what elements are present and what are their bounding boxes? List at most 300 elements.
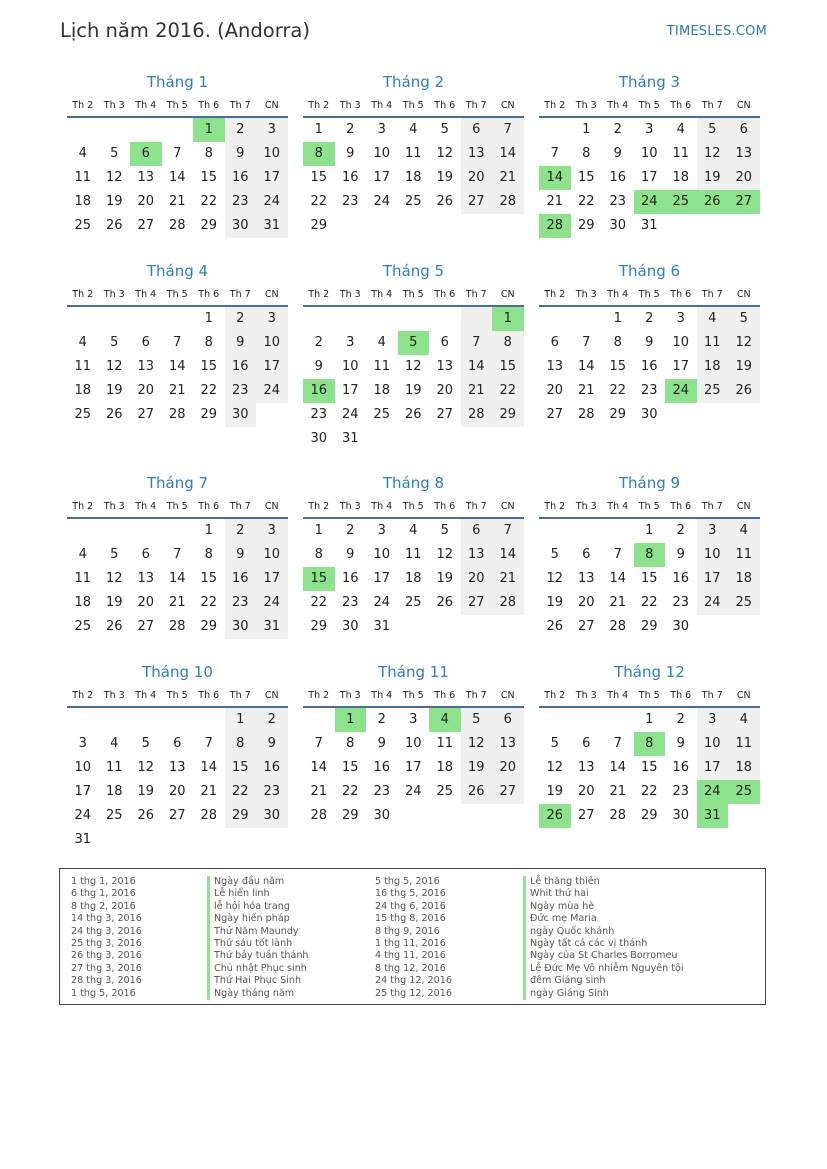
day-cell: 6 bbox=[461, 519, 493, 543]
day-cell: 22 bbox=[577, 194, 595, 209]
day-cell: 20 bbox=[728, 166, 760, 190]
day-cell: 8 bbox=[225, 732, 257, 756]
legend-date: 25 thg 3, 2016 bbox=[71, 937, 142, 949]
day-cell: 14 bbox=[609, 571, 627, 586]
day-cell: 14 bbox=[168, 359, 186, 374]
day-cell: 26 bbox=[436, 595, 454, 610]
day-cell: 9 bbox=[314, 359, 323, 374]
weekday-label: Th 2 bbox=[72, 100, 94, 111]
day-cell: 7 bbox=[492, 118, 524, 142]
day-cell: 7 bbox=[613, 547, 622, 562]
day-cell: 26 bbox=[461, 780, 493, 804]
day-cell: 1 bbox=[204, 311, 213, 326]
day-cell: 24 bbox=[341, 407, 359, 422]
empty-day-cell bbox=[67, 307, 99, 331]
weekday-header bbox=[67, 286, 288, 307]
day-cell: 2 bbox=[676, 712, 685, 727]
day-cell: 17 bbox=[697, 756, 729, 780]
legend-date: 8 thg 12, 2016 bbox=[375, 962, 446, 974]
day-cell: 12 bbox=[728, 331, 760, 355]
day-cell: 29 bbox=[609, 407, 627, 422]
weekday-label: Th 4 bbox=[135, 289, 157, 300]
day-cell: 28 bbox=[200, 808, 218, 823]
weekday-label: Th 3 bbox=[339, 690, 361, 701]
day-grid bbox=[539, 519, 760, 639]
weekday-label: CN bbox=[736, 690, 751, 701]
empty-day-cell bbox=[130, 708, 162, 732]
legend-holiday-name: Thứ bảy tuần thánh bbox=[207, 950, 309, 962]
day-cell: 3 bbox=[256, 307, 288, 331]
day-cell: 18 bbox=[404, 170, 422, 185]
weekday-label: Th 7 bbox=[229, 501, 251, 512]
day-cell: 24 bbox=[373, 595, 391, 610]
day-cell: 13 bbox=[492, 732, 524, 756]
day-cell: 28 bbox=[168, 619, 186, 634]
holiday-day-cell: 24 bbox=[634, 190, 666, 214]
month-title: Tháng 7 bbox=[146, 474, 209, 492]
day-cell: 26 bbox=[105, 218, 123, 233]
weekday-label: Th 2 bbox=[72, 501, 94, 512]
day-cell: 5 bbox=[550, 547, 559, 562]
day-cell: 12 bbox=[436, 547, 454, 562]
holiday-day-cell: 26 bbox=[697, 190, 729, 214]
month-title: Tháng 2 bbox=[382, 73, 445, 91]
day-cell: 14 bbox=[200, 760, 218, 775]
day-cell: 28 bbox=[492, 190, 524, 214]
weekday-label: Th 6 bbox=[670, 501, 692, 512]
day-cell: 27 bbox=[546, 407, 564, 422]
day-cell: 24 bbox=[256, 379, 288, 403]
day-cell: 4 bbox=[676, 122, 685, 137]
day-cell: 26 bbox=[728, 379, 760, 403]
day-cell: 18 bbox=[697, 355, 729, 379]
legend-date: 26 thg 3, 2016 bbox=[71, 950, 142, 962]
day-grid bbox=[303, 118, 524, 238]
weekday-label: Th 4 bbox=[371, 501, 393, 512]
day-cell: 31 bbox=[341, 431, 359, 446]
day-cell: 29 bbox=[310, 218, 328, 233]
day-cell: 25 bbox=[697, 379, 729, 403]
day-cell: 29 bbox=[640, 619, 658, 634]
day-cell: 8 bbox=[346, 736, 355, 751]
legend-date: 1 thg 5, 2016 bbox=[71, 987, 136, 999]
weekday-label: Th 4 bbox=[135, 690, 157, 701]
day-cell: 6 bbox=[141, 335, 150, 350]
legend-holiday-name: Whit thứ hai bbox=[523, 888, 684, 900]
weekday-label: Th 2 bbox=[308, 690, 330, 701]
legend-holiday-name: Lễ Đức Mẹ Vô nhiễm Nguyên tội bbox=[523, 963, 684, 975]
day-cell: 6 bbox=[492, 708, 524, 732]
day-cell: 21 bbox=[546, 194, 564, 209]
weekday-label: Th 6 bbox=[670, 690, 692, 701]
legend-dates-col-1 bbox=[71, 876, 142, 1000]
day-cell: 16 bbox=[225, 355, 257, 379]
day-cell: 11 bbox=[697, 331, 729, 355]
day-cell: 10 bbox=[373, 547, 391, 562]
weekday-label: Th 6 bbox=[434, 100, 456, 111]
weekday-label: Th 7 bbox=[701, 690, 723, 701]
weekday-label: Th 6 bbox=[198, 690, 220, 701]
day-cell: 14 bbox=[168, 170, 186, 185]
weekday-label: Th 3 bbox=[339, 501, 361, 512]
day-cell: 26 bbox=[105, 407, 123, 422]
weekday-label: Th 4 bbox=[607, 690, 629, 701]
day-cell: 20 bbox=[436, 383, 454, 398]
day-cell: 3 bbox=[676, 311, 685, 326]
weekday-header bbox=[67, 498, 288, 519]
holiday-day-cell: 28 bbox=[539, 214, 571, 238]
weekday-label: Th 4 bbox=[371, 690, 393, 701]
day-cell: 24 bbox=[697, 591, 729, 615]
day-cell: 22 bbox=[200, 194, 218, 209]
day-cell: 23 bbox=[225, 591, 257, 615]
day-cell: 31 bbox=[373, 619, 391, 634]
day-cell: 1 bbox=[645, 712, 654, 727]
day-cell: 13 bbox=[728, 142, 760, 166]
day-cell: 10 bbox=[404, 736, 422, 751]
day-cell: 20 bbox=[577, 784, 595, 799]
day-cell: 3 bbox=[697, 519, 729, 543]
day-cell: 17 bbox=[672, 359, 690, 374]
holiday-day-cell: 5 bbox=[398, 331, 430, 355]
day-cell: 28 bbox=[492, 591, 524, 615]
month-calendar bbox=[303, 663, 524, 828]
day-cell: 16 bbox=[672, 571, 690, 586]
day-cell: 9 bbox=[225, 331, 257, 355]
day-cell: 28 bbox=[461, 403, 493, 427]
day-cell: 15 bbox=[609, 359, 627, 374]
day-cell: 17 bbox=[256, 166, 288, 190]
weekday-label: CN bbox=[264, 289, 279, 300]
legend-holiday-name: Ngày của St Charles Borromeu bbox=[523, 950, 684, 962]
day-cell: 5 bbox=[550, 736, 559, 751]
day-cell: 7 bbox=[550, 146, 559, 161]
month-title: Tháng 6 bbox=[618, 262, 681, 280]
holiday-day-cell: 27 bbox=[728, 190, 760, 214]
day-cell: 28 bbox=[609, 619, 627, 634]
day-cell: 1 bbox=[225, 708, 257, 732]
day-cell: 11 bbox=[74, 170, 92, 185]
weekday-header bbox=[539, 97, 760, 118]
empty-day-cell bbox=[99, 708, 131, 732]
day-cell: 5 bbox=[461, 708, 493, 732]
day-grid bbox=[539, 708, 760, 828]
legend-date: 27 thg 3, 2016 bbox=[71, 962, 142, 974]
legend-date: 16 thg 5, 2016 bbox=[375, 888, 446, 900]
day-cell: 30 bbox=[256, 804, 288, 828]
month-title: Tháng 5 bbox=[382, 262, 445, 280]
legend-holiday-name: Thứ Hai Phục Sinh bbox=[207, 975, 309, 987]
day-cell: 9 bbox=[256, 732, 288, 756]
weekday-label: Th 2 bbox=[72, 289, 94, 300]
brand-link[interactable]: TIMESLES.COM bbox=[666, 24, 767, 39]
day-grid bbox=[67, 118, 288, 238]
day-cell: 12 bbox=[546, 571, 564, 586]
day-cell: 26 bbox=[137, 808, 155, 823]
day-cell: 4 bbox=[78, 335, 87, 350]
empty-day-cell bbox=[366, 307, 398, 331]
weekday-label: Th 4 bbox=[371, 100, 393, 111]
legend-date: 28 thg 3, 2016 bbox=[71, 975, 142, 987]
day-cell: 7 bbox=[204, 736, 213, 751]
day-cell: 11 bbox=[728, 732, 760, 756]
legend-holiday-name: Thứ sáu tốt lành bbox=[207, 938, 309, 950]
day-cell: 16 bbox=[341, 170, 359, 185]
day-cell: 20 bbox=[168, 784, 186, 799]
day-cell: 12 bbox=[697, 142, 729, 166]
weekday-label: Th 4 bbox=[135, 100, 157, 111]
day-cell: 22 bbox=[225, 780, 257, 804]
day-cell: 3 bbox=[346, 335, 355, 350]
legend-holiday-name: Ngày mùa hè bbox=[523, 901, 684, 913]
weekday-label: Th 5 bbox=[638, 501, 660, 512]
day-cell: 17 bbox=[256, 355, 288, 379]
day-cell: 30 bbox=[225, 403, 257, 427]
day-cell: 10 bbox=[256, 331, 288, 355]
day-cell: 8 bbox=[204, 335, 213, 350]
day-cell: 16 bbox=[225, 166, 257, 190]
day-cell: 20 bbox=[577, 595, 595, 610]
day-cell: 18 bbox=[728, 756, 760, 780]
legend-holiday-name: đêm Giáng sinh bbox=[523, 975, 684, 987]
day-cell: 2 bbox=[256, 708, 288, 732]
day-cell: 19 bbox=[697, 166, 729, 190]
day-cell: 30 bbox=[672, 619, 690, 634]
day-cell: 11 bbox=[373, 359, 391, 374]
day-cell: 6 bbox=[582, 547, 591, 562]
day-cell: 21 bbox=[168, 595, 186, 610]
day-cell: 23 bbox=[609, 194, 627, 209]
day-cell: 1 bbox=[204, 523, 213, 538]
day-cell: 27 bbox=[168, 808, 186, 823]
day-cell: 4 bbox=[697, 307, 729, 331]
holiday-day-cell: 24 bbox=[697, 780, 729, 804]
weekday-label: Th 6 bbox=[198, 501, 220, 512]
legend-date: 6 thg 1, 2016 bbox=[71, 888, 136, 900]
weekday-label: CN bbox=[736, 501, 751, 512]
day-cell: 5 bbox=[110, 547, 119, 562]
day-cell: 5 bbox=[110, 335, 119, 350]
day-cell: 20 bbox=[546, 383, 564, 398]
day-cell: 2 bbox=[613, 122, 622, 137]
day-cell: 2 bbox=[676, 523, 685, 538]
day-cell: 24 bbox=[373, 194, 391, 209]
day-cell: 13 bbox=[577, 760, 595, 775]
day-grid bbox=[539, 307, 760, 427]
day-cell: 22 bbox=[640, 595, 658, 610]
weekday-label: Th 3 bbox=[575, 501, 597, 512]
weekday-header bbox=[539, 687, 760, 708]
holiday-day-cell: 1 bbox=[193, 118, 225, 142]
weekday-label: Th 5 bbox=[166, 100, 188, 111]
weekday-label: Th 5 bbox=[638, 100, 660, 111]
day-cell: 23 bbox=[373, 784, 391, 799]
day-grid bbox=[67, 519, 288, 639]
day-cell: 29 bbox=[200, 407, 218, 422]
day-cell: 16 bbox=[609, 170, 627, 185]
day-cell: 2 bbox=[225, 307, 257, 331]
day-cell: 7 bbox=[173, 146, 182, 161]
legend-holiday-name: lễ hội hóa trang bbox=[207, 901, 309, 913]
day-cell: 18 bbox=[74, 383, 92, 398]
day-cell: 8 bbox=[314, 547, 323, 562]
day-cell: 22 bbox=[609, 383, 627, 398]
day-cell: 5 bbox=[440, 122, 449, 137]
empty-day-cell bbox=[130, 307, 162, 331]
day-cell: 25 bbox=[105, 808, 123, 823]
weekday-label: Th 2 bbox=[308, 289, 330, 300]
day-cell: 3 bbox=[645, 122, 654, 137]
day-cell: 13 bbox=[168, 760, 186, 775]
day-cell: 7 bbox=[492, 519, 524, 543]
weekday-label: Th 7 bbox=[229, 690, 251, 701]
day-cell: 1 bbox=[314, 523, 323, 538]
day-cell: 3 bbox=[256, 118, 288, 142]
day-cell: 29 bbox=[200, 218, 218, 233]
day-grid bbox=[303, 307, 524, 451]
weekday-label: Th 3 bbox=[339, 100, 361, 111]
day-cell: 1 bbox=[582, 122, 591, 137]
weekday-label: CN bbox=[500, 501, 515, 512]
day-cell: 21 bbox=[609, 595, 627, 610]
day-cell: 20 bbox=[137, 194, 155, 209]
weekday-label: Th 2 bbox=[72, 690, 94, 701]
day-cell: 27 bbox=[461, 591, 493, 615]
day-cell: 13 bbox=[137, 359, 155, 374]
weekday-label: Th 5 bbox=[402, 100, 424, 111]
weekday-label: CN bbox=[736, 100, 751, 111]
day-cell: 6 bbox=[440, 335, 449, 350]
holiday-day-cell: 4 bbox=[429, 708, 461, 732]
day-cell: 12 bbox=[546, 760, 564, 775]
holiday-day-cell: 31 bbox=[697, 804, 729, 828]
day-cell: 17 bbox=[640, 170, 658, 185]
day-cell: 5 bbox=[141, 736, 150, 751]
weekday-label: Th 4 bbox=[607, 100, 629, 111]
day-cell: 28 bbox=[609, 808, 627, 823]
day-cell: 21 bbox=[310, 784, 328, 799]
day-cell: 14 bbox=[492, 142, 524, 166]
day-cell: 20 bbox=[492, 756, 524, 780]
weekday-label: Th 7 bbox=[701, 100, 723, 111]
holiday-day-cell: 8 bbox=[634, 543, 666, 567]
day-cell: 29 bbox=[640, 808, 658, 823]
day-cell: 12 bbox=[105, 170, 123, 185]
day-cell: 31 bbox=[74, 832, 92, 847]
day-cell: 7 bbox=[314, 736, 323, 751]
day-cell: 19 bbox=[461, 756, 493, 780]
empty-day-cell bbox=[602, 519, 634, 543]
legend-date: 24 thg 6, 2016 bbox=[375, 900, 446, 912]
day-cell: 30 bbox=[373, 808, 391, 823]
day-cell: 6 bbox=[461, 118, 493, 142]
day-cell: 30 bbox=[341, 619, 359, 634]
weekday-label: Th 6 bbox=[198, 289, 220, 300]
legend-date: 4 thg 11, 2016 bbox=[375, 950, 446, 962]
weekday-header bbox=[67, 97, 288, 118]
day-cell: 1 bbox=[645, 523, 654, 538]
day-cell: 10 bbox=[672, 335, 690, 350]
day-cell: 22 bbox=[200, 383, 218, 398]
day-cell: 15 bbox=[200, 359, 218, 374]
weekday-label: Th 2 bbox=[308, 501, 330, 512]
day-cell: 16 bbox=[640, 359, 658, 374]
day-cell: 26 bbox=[546, 619, 564, 634]
day-cell: 13 bbox=[461, 543, 493, 567]
day-cell: 30 bbox=[225, 615, 257, 639]
empty-day-cell bbox=[303, 307, 335, 331]
day-cell: 30 bbox=[609, 218, 627, 233]
weekday-label: Th 7 bbox=[229, 289, 251, 300]
weekday-label: Th 3 bbox=[339, 289, 361, 300]
legend-date: 8 thg 2, 2016 bbox=[71, 900, 136, 912]
weekday-label: CN bbox=[264, 690, 279, 701]
day-cell: 18 bbox=[728, 567, 760, 591]
day-cell: 21 bbox=[492, 166, 524, 190]
day-cell: 19 bbox=[137, 784, 155, 799]
empty-day-cell bbox=[162, 708, 194, 732]
day-cell: 10 bbox=[74, 760, 92, 775]
day-cell: 12 bbox=[105, 359, 123, 374]
day-cell: 22 bbox=[492, 379, 524, 403]
weekday-label: CN bbox=[264, 100, 279, 111]
day-cell: 17 bbox=[341, 383, 359, 398]
day-cell: 22 bbox=[640, 784, 658, 799]
legend-holiday-name: Ngày tất cả các vị thánh bbox=[523, 938, 684, 950]
legend-names-col-1 bbox=[207, 876, 309, 1000]
weekday-label: Th 6 bbox=[434, 501, 456, 512]
day-cell: 4 bbox=[377, 335, 386, 350]
day-cell: 19 bbox=[546, 784, 564, 799]
day-cell: 2 bbox=[377, 712, 386, 727]
day-cell: 17 bbox=[373, 571, 391, 586]
day-cell: 15 bbox=[577, 170, 595, 185]
day-cell: 11 bbox=[672, 146, 690, 161]
day-cell: 24 bbox=[404, 784, 422, 799]
empty-day-cell bbox=[193, 708, 225, 732]
day-cell: 24 bbox=[256, 190, 288, 214]
month-calendar bbox=[67, 474, 288, 639]
day-cell: 30 bbox=[225, 214, 257, 238]
day-cell: 30 bbox=[640, 407, 658, 422]
month-title: Tháng 9 bbox=[618, 474, 681, 492]
legend-date: 14 thg 3, 2016 bbox=[71, 913, 142, 925]
empty-day-cell bbox=[571, 307, 603, 331]
day-cell: 5 bbox=[110, 146, 119, 161]
empty-day-cell bbox=[162, 118, 194, 142]
day-cell: 2 bbox=[346, 523, 355, 538]
month-calendar bbox=[67, 262, 288, 427]
day-cell: 23 bbox=[310, 407, 328, 422]
day-cell: 15 bbox=[492, 355, 524, 379]
legend-holiday-name: ngày Giáng Sinh bbox=[523, 988, 684, 1000]
weekday-label: Th 7 bbox=[465, 100, 487, 111]
day-cell: 8 bbox=[582, 146, 591, 161]
day-cell: 31 bbox=[256, 615, 288, 639]
day-cell: 11 bbox=[436, 736, 454, 751]
day-cell: 20 bbox=[461, 567, 493, 591]
day-cell: 11 bbox=[74, 359, 92, 374]
day-cell: 15 bbox=[341, 760, 359, 775]
weekday-label: Th 2 bbox=[544, 289, 566, 300]
day-cell: 27 bbox=[577, 808, 595, 823]
day-cell: 8 bbox=[613, 335, 622, 350]
empty-day-cell bbox=[571, 519, 603, 543]
day-cell: 12 bbox=[404, 359, 422, 374]
legend-date: 8 thg 9, 2016 bbox=[375, 925, 440, 937]
legend-holiday-name: Ngày đầu năm bbox=[207, 876, 309, 888]
day-grid bbox=[539, 118, 760, 238]
